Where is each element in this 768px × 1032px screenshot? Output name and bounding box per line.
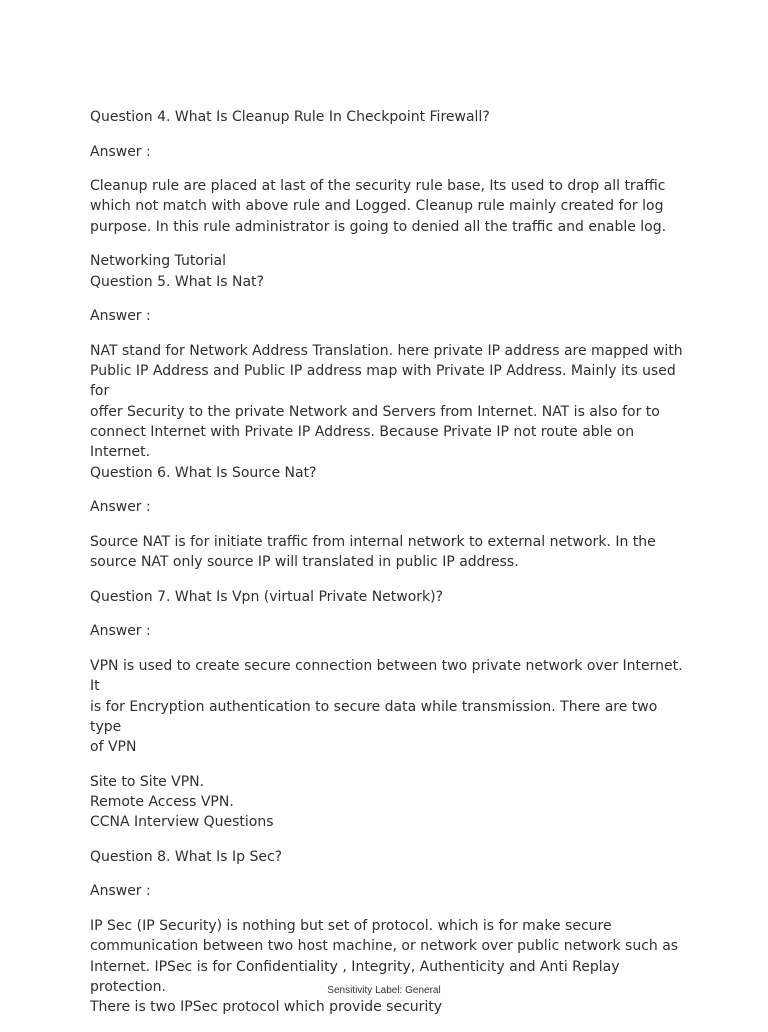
text-line: Question 4. What Is Cleanup Rule In Checkpoint Firewall? <box>90 109 490 125</box>
text-line: source NAT only source IP will translated in public IP address. <box>90 554 519 571</box>
text-line: Source NAT is for initiate traffic from internal network to external network. In the <box>90 533 656 550</box>
text-line: Answer : <box>90 499 151 516</box>
text-line: VPN is used to create secure connection between two private network over Internet. It <box>90 657 683 695</box>
question-4-heading <box>90 107 690 127</box>
answer-label <box>90 306 690 326</box>
answer-8-paragraph <box>90 916 690 1017</box>
answer-5-paragraph <box>90 341 690 483</box>
answer-6-paragraph <box>90 532 690 573</box>
text-line: Question 6. What Is Source Nat? <box>90 464 317 481</box>
answer-7-paragraph <box>90 656 690 757</box>
text-line: is for Encryption authentication to secure data while transmission. There are two type <box>90 698 658 735</box>
text-line: Internet. IPSec is for Confidentiality , Integrity, Authenticity and Anti Replay protection. <box>90 958 620 995</box>
text-line: which not match with above rule and Logged. Cleanup rule mainly created for log <box>90 198 664 215</box>
text-line: communication between two host machine, or network over public network such as <box>90 938 679 955</box>
document-body <box>90 107 690 1032</box>
text-line: NAT stand for Network Address Translation. here private IP address are mapped with <box>90 342 683 359</box>
answer-label <box>90 142 690 162</box>
text-line: There is two IPSec protocol which provide security <box>90 999 443 1016</box>
answer-label <box>90 621 690 641</box>
text-line: Question 8. What Is Ip Sec? <box>90 848 283 865</box>
answer-label <box>90 881 690 901</box>
sensitivity-label: Sensitivity Label: General <box>327 985 441 996</box>
list-item: CCNA Interview Questions <box>90 814 274 831</box>
text-line: offer Security to the private Network and Servers from Internet. NAT is also for to <box>90 403 660 420</box>
text-line: Public IP Address and Public IP address map with Private IP Address. Mainly its used for <box>90 363 676 400</box>
text-line: Answer : <box>90 143 151 160</box>
text-line: of VPN <box>90 739 137 756</box>
text-line: Answer : <box>90 883 151 900</box>
text-line: Question 7. What Is Vpn (virtual Private Network)? <box>90 588 444 605</box>
answer-4-paragraph <box>90 176 690 237</box>
answer-label <box>90 497 690 517</box>
text-line: Answer : <box>90 308 151 325</box>
list-item: Remote Access VPN. <box>90 793 234 810</box>
text-line: connect Internet with Private IP Address. Because Private IP not route able on Internet. <box>90 424 635 461</box>
text-line: IP Sec (IP Security) is nothing but set of protocol. which is for make secure <box>90 918 612 935</box>
list-item: Site to Site VPN. <box>90 773 205 790</box>
text-line: Networking Tutorial <box>90 253 227 270</box>
question-8-heading <box>90 847 690 867</box>
text-line: purpose. In this rule administrator is going to denied all the traffic and enable log. <box>90 218 667 235</box>
vpn-types-list <box>90 772 690 833</box>
text-line: Answer : <box>90 623 151 640</box>
question-7-heading <box>90 587 690 607</box>
text-line: Cleanup rule are placed at last of the security rule base, Its used to drop all traffic <box>90 178 666 195</box>
question-5-heading <box>90 251 690 292</box>
text-line: Question 5. What Is Nat? <box>90 273 264 290</box>
